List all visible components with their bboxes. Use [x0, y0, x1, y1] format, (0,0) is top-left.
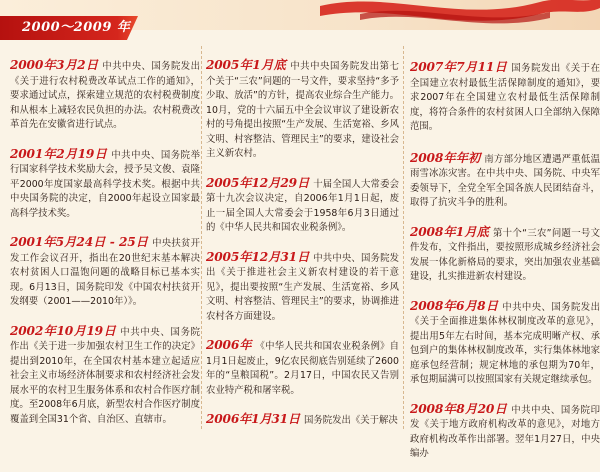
timeline-entry — [405, 225, 600, 285]
timeline-entry — [0, 235, 200, 310]
timeline-entry — [203, 250, 401, 325]
entry-date: 2005年12月29日 — [206, 175, 310, 190]
timeline-entry — [0, 324, 200, 428]
section-title: 2000～2009 年 — [22, 20, 131, 35]
entry-text: 南方部分地区遭遇严重低温雨雪冰冻灾害。在中共中央、国务院、中央军委领导下，全党全军全国各族人民团结奋斗，取得了抗灾斗争的胜利。 — [410, 153, 600, 208]
entry-date: 2006年1月31日 — [206, 412, 300, 426]
entry-text: 国务院发出《关于解决 — [303, 415, 398, 426]
entry-text: 中共中央、国务院发出《关于全面推进集体林权制度改革的意见》，提出用5年左右时间，基本完成明晰产权、承包到户的集体林权制度改革，实行集体林地家庭承包经营制；规定林地的承包期为70年，承包期届满可以按照国家有关规定继续承包。 — [410, 301, 600, 385]
timeline-entry — [203, 338, 401, 398]
entry-date: 2001年2月19日 — [10, 146, 108, 161]
entry-date: 2001年5月24日 - 25日 — [10, 235, 149, 249]
entry-date: 2005年1月底 — [206, 58, 287, 72]
timeline-column-1 — [0, 58, 200, 437]
timeline-entry — [0, 58, 200, 133]
timeline-entry — [203, 58, 401, 162]
timeline-entry — [405, 60, 600, 135]
timeline-entry — [405, 402, 600, 462]
entry-date: 2006年 — [206, 338, 252, 352]
timeline-column-2 — [203, 58, 401, 439]
timeline-entry — [203, 176, 401, 236]
timeline-entry — [0, 147, 200, 222]
entry-text: 中共中央国务院发出第七个关于“三农”问题的一号文件，要求坚持“多予少取、放活”的方针，提高农业综合生产能力。10月，党的十六届五中全会议审议了建设新农村的号角提出按照“生产发展、生活宽裕、乡风文明、村容整洁、管理民主”的要求，建设社会主义新农村。 — [206, 61, 399, 159]
entry-text: 第十个“三农”问题一号文件发布，文件指出，要按照形成城乡经济社会发展一体化新格局的要求，突出加强农业基础建设，扎实推进新农村建设。 — [410, 227, 600, 282]
entry-date: 2008年8月20日 — [410, 401, 508, 416]
entry-text: 中共中央、国务院发出《关于进行农村税费改革试点工作的通知》，要求通过试点，探索建立规范的农村税费制度和从根本上减轻农民负担的办法。农村税费改革首先在安徽省进行试点。 — [10, 61, 200, 130]
entry-text: 中共中央、国务院作出《关于进一步加强农村卫生工作的决定》提出到2010年，在全国农村基本建立起适应社会主义市场经济体制要求和农村经济社会发展水平的农村卫生服务体系和农村合作医疗制度。至2008年6月底，新型农村合作医疗制度覆盖到全国31个省、自治区、直辖市。 — [10, 326, 200, 425]
entry-text: 中央扶贫开发工作会议召开，指出在20世纪末基本解决农村贫困人口温饱问题的战略目标已基本实现。6月13日，国务院印发《中国农村扶贫开发纲要（2001——2010年）》。 — [10, 238, 200, 307]
entry-text: 国务院发出《关于在全国建立农村最低生活保障制度的通知》，要求2007年在全国建立农村最低生活保障制度，将符合条件的农村贫困人口全部纳入保障范围。 — [410, 63, 600, 132]
red-ribbon-decoration — [300, 0, 600, 28]
entry-text: 中共中央、国务院印发《关于地方政府机构改革的意见》，对地方政府机构改革作出部署。翌年1月27日，中央编办 — [410, 404, 600, 459]
timeline-entry — [405, 299, 600, 388]
entry-text: 中共中央、国务院举行国家科学技术奖励大会，授予吴文俊、袁隆平2000年度国家最高科学技术奖。根据中共中央国务院的决定，自2000年起设立国家最高科学技术奖。 — [10, 149, 200, 219]
entry-date: 2008年1月底 — [410, 224, 489, 239]
entry-date: 2005年12月31日 — [206, 249, 310, 264]
entry-date: 2008年6月8日 — [410, 298, 499, 313]
entry-date: 2002年10月19日 — [10, 323, 117, 338]
entry-date: 2007年7月11日 — [410, 60, 508, 74]
timeline-entry — [405, 151, 600, 211]
entry-date: 2000年3月2日 — [10, 58, 99, 72]
entry-text: 中共中央、国务院发出《关于推进社会主义新农村建设的若干意见》，提出要按照“生产发展、生活宽裕、乡风文明、村容整洁、管理民主”的要求，协调推进农村各方面建设。 — [206, 252, 399, 322]
entry-date: 2008年年初 — [410, 150, 481, 165]
entry-text: 《中华人民共和国农业税条例》自1月1日起废止，9亿农民彻底告别延续了2600年的“皇粮国税”。2月17日，中国农民又告别农业特产税和屠宰税。 — [206, 341, 399, 396]
timeline-entry — [203, 412, 401, 429]
timeline-column-3 — [405, 60, 600, 472]
entry-text: 十届全国人大常委会第十九次会议决定，自2006年1月1日起，废止一届全国人大常委会于1958年6月3日通过的《中华人民共和国农业税条例》。 — [206, 178, 399, 233]
